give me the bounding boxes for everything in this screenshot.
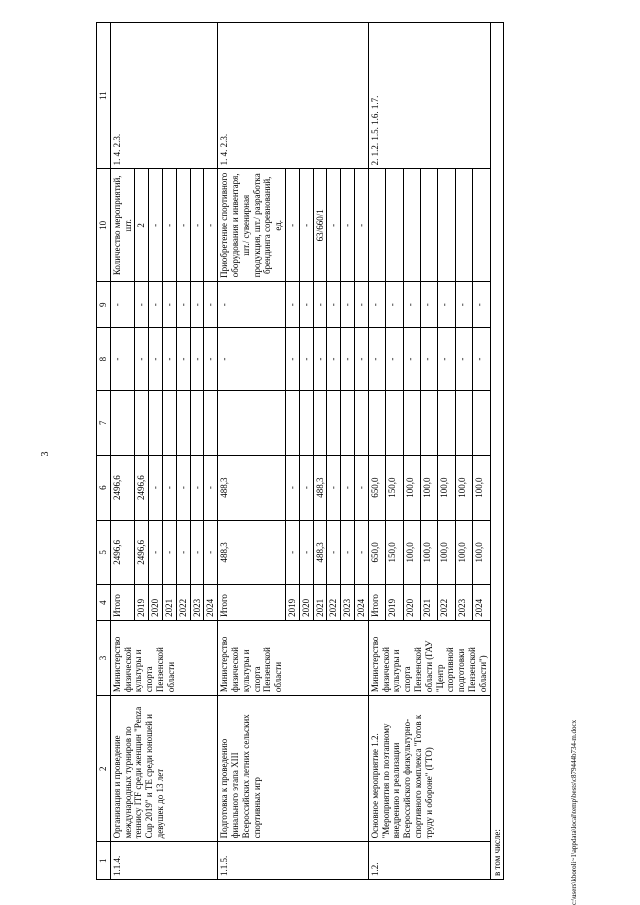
including-row bbox=[490, 23, 504, 880]
other-sources: - bbox=[190, 282, 204, 328]
regional-budget: 488,3 bbox=[218, 455, 286, 520]
federal-budget bbox=[149, 390, 163, 455]
executor: Министерство физической культуры и спорта Пензенской области bbox=[218, 620, 369, 695]
federal-budget bbox=[110, 390, 135, 455]
regional-budget: 100,0 bbox=[420, 455, 437, 520]
measure-name: Подготовка к проведению финального этапа XIII Всероссийских летних сельских спортивных игр bbox=[218, 696, 369, 842]
other-sources: - bbox=[313, 282, 327, 328]
regional-budget: - bbox=[299, 455, 313, 520]
column-number: 4 bbox=[97, 585, 111, 621]
total-amount: - bbox=[299, 520, 313, 585]
local-budget: - bbox=[176, 328, 190, 391]
program-table bbox=[96, 22, 504, 880]
indicator-value bbox=[455, 169, 472, 282]
measure-name: Основное мероприятие 1.2. "Мероприятия по поэтапному внедрению и реализации Всероссийского физкультурно-спортивного комплекса "Готов к труду и обороне" (ГТО) bbox=[368, 696, 490, 842]
indicator-name bbox=[368, 169, 385, 282]
year-cell: 2022 bbox=[438, 585, 455, 621]
other-sources: - bbox=[386, 282, 403, 328]
total-amount: - bbox=[327, 520, 341, 585]
measure-name: Организация и проведение международных турниров по теннису ITF среди женщин "Penza Cup 2019" и TE среди юношей и девушек до 13 лет bbox=[110, 696, 217, 842]
year-cell: 2024 bbox=[204, 585, 218, 621]
page-content bbox=[96, 22, 504, 880]
column-number: 1 bbox=[97, 842, 111, 880]
local-budget: - bbox=[327, 328, 341, 391]
federal-budget bbox=[204, 390, 218, 455]
year-cell: 2023 bbox=[190, 585, 204, 621]
column-number: 9 bbox=[97, 282, 111, 328]
column-number: 6 bbox=[97, 455, 111, 520]
other-sources: - bbox=[110, 282, 135, 328]
regional-budget: 100,0 bbox=[473, 455, 490, 520]
other-sources: - bbox=[204, 282, 218, 328]
year-cell: 2021 bbox=[420, 585, 437, 621]
column-number: 2 bbox=[97, 696, 111, 842]
total-amount: 2496,6 bbox=[110, 520, 135, 585]
row-number: 1.1.5. bbox=[218, 842, 369, 880]
executor: Министерство физической культуры и спорта Пензенской области (ГАУ "Центр спортивной подготовки Пензенской области") bbox=[368, 620, 490, 695]
regional-budget: - bbox=[327, 455, 341, 520]
local-budget: - bbox=[110, 328, 135, 391]
year-cell: 2020 bbox=[149, 585, 163, 621]
local-budget: - bbox=[473, 328, 490, 391]
year-cell: 2019 bbox=[386, 585, 403, 621]
total-amount: - bbox=[162, 520, 176, 585]
year-cell: Итого bbox=[218, 585, 286, 621]
other-sources: - bbox=[403, 282, 420, 328]
local-budget: - bbox=[204, 328, 218, 391]
regional-budget: - bbox=[204, 455, 218, 520]
year-cell: 2024 bbox=[473, 585, 490, 621]
total-amount: - bbox=[190, 520, 204, 585]
regional-budget: 100,0 bbox=[455, 455, 472, 520]
federal-budget bbox=[420, 390, 437, 455]
federal-budget bbox=[135, 390, 149, 455]
year-cell: 2019 bbox=[135, 585, 149, 621]
local-budget: - bbox=[386, 328, 403, 391]
indicator-name: Количество мероприятий, шт. bbox=[110, 169, 135, 282]
indicator-value: - bbox=[149, 169, 163, 282]
other-sources: - bbox=[420, 282, 437, 328]
indicator-value: 63/660/1 bbox=[313, 169, 327, 282]
other-sources: - bbox=[354, 282, 368, 328]
federal-budget bbox=[341, 390, 355, 455]
total-amount: 650,0 bbox=[368, 520, 385, 585]
regional-budget: - bbox=[190, 455, 204, 520]
year-cell: Итого bbox=[368, 585, 385, 621]
local-budget: - bbox=[438, 328, 455, 391]
regional-budget: - bbox=[149, 455, 163, 520]
indicator-value: - bbox=[176, 169, 190, 282]
local-budget: - bbox=[313, 328, 327, 391]
federal-budget bbox=[218, 390, 286, 455]
page-number: 3 bbox=[40, 451, 51, 457]
local-budget: - bbox=[420, 328, 437, 391]
regional-budget: - bbox=[176, 455, 190, 520]
local-budget: - bbox=[341, 328, 355, 391]
indicator-value: 2 bbox=[135, 169, 149, 282]
federal-budget bbox=[162, 390, 176, 455]
indicator-value bbox=[438, 169, 455, 282]
local-budget: - bbox=[455, 328, 472, 391]
indicator-value bbox=[403, 169, 420, 282]
other-sources: - bbox=[176, 282, 190, 328]
regional-budget: 100,0 bbox=[403, 455, 420, 520]
other-sources: - bbox=[473, 282, 490, 328]
indicator-value: - bbox=[354, 169, 368, 282]
year-cell: 2023 bbox=[455, 585, 472, 621]
year-cell: 2021 bbox=[162, 585, 176, 621]
regional-budget: - bbox=[341, 455, 355, 520]
other-sources: - bbox=[327, 282, 341, 328]
federal-budget bbox=[285, 390, 299, 455]
total-amount: 100,0 bbox=[455, 520, 472, 585]
federal-budget bbox=[455, 390, 472, 455]
other-sources: - bbox=[135, 282, 149, 328]
local-budget: - bbox=[190, 328, 204, 391]
regional-budget: 2496,6 bbox=[135, 455, 149, 520]
regional-budget: - bbox=[285, 455, 299, 520]
indicator-value: - bbox=[327, 169, 341, 282]
federal-budget bbox=[368, 390, 385, 455]
other-sources: - bbox=[162, 282, 176, 328]
year-cell: Итого bbox=[110, 585, 135, 621]
federal-budget bbox=[190, 390, 204, 455]
indicator-value: - bbox=[162, 169, 176, 282]
regional-budget: 150,0 bbox=[386, 455, 403, 520]
federal-budget bbox=[403, 390, 420, 455]
total-amount: - bbox=[341, 520, 355, 585]
indicator-value: - bbox=[285, 169, 299, 282]
federal-budget bbox=[386, 390, 403, 455]
rotated-page bbox=[78, 0, 598, 905]
total-amount: 2496,6 bbox=[135, 520, 149, 585]
indicator-value: - bbox=[299, 169, 313, 282]
other-sources: - bbox=[341, 282, 355, 328]
other-sources: - bbox=[299, 282, 313, 328]
column-number: 11 bbox=[97, 23, 111, 169]
total-amount: 100,0 bbox=[420, 520, 437, 585]
year-cell: 2023 bbox=[341, 585, 355, 621]
target-links: 2. 1.2. 1.5. 1.6. 1.7. bbox=[368, 23, 490, 169]
local-budget: - bbox=[149, 328, 163, 391]
local-budget: - bbox=[354, 328, 368, 391]
local-budget: - bbox=[299, 328, 313, 391]
target-links: 1. 4. 2.3. bbox=[110, 23, 217, 169]
other-sources: - bbox=[149, 282, 163, 328]
local-budget: - bbox=[368, 328, 385, 391]
federal-budget bbox=[473, 390, 490, 455]
target-links: 1. 4. 2.3. bbox=[218, 23, 369, 169]
total-amount: 150,0 bbox=[386, 520, 403, 585]
local-budget: - bbox=[135, 328, 149, 391]
other-sources: - bbox=[455, 282, 472, 328]
year-cell: 2019 bbox=[285, 585, 299, 621]
table-row bbox=[218, 23, 286, 880]
total-amount: - bbox=[176, 520, 190, 585]
regional-budget: 2496,6 bbox=[110, 455, 135, 520]
year-cell: 2022 bbox=[327, 585, 341, 621]
total-amount: 100,0 bbox=[403, 520, 420, 585]
other-sources: - bbox=[285, 282, 299, 328]
total-amount: - bbox=[149, 520, 163, 585]
year-cell: 2022 bbox=[176, 585, 190, 621]
column-number: 3 bbox=[97, 620, 111, 695]
executor: Министерство физической культуры и спорта Пензенской области bbox=[110, 620, 217, 695]
local-budget: - bbox=[285, 328, 299, 391]
indicator-value: - bbox=[190, 169, 204, 282]
total-amount: - bbox=[204, 520, 218, 585]
row-number: 1.2. bbox=[368, 842, 490, 880]
column-number-row bbox=[97, 23, 111, 880]
regional-budget: - bbox=[162, 455, 176, 520]
total-amount: 100,0 bbox=[473, 520, 490, 585]
column-number: 5 bbox=[97, 520, 111, 585]
indicator-value bbox=[386, 169, 403, 282]
year-cell: 2024 bbox=[354, 585, 368, 621]
federal-budget bbox=[176, 390, 190, 455]
column-number: 7 bbox=[97, 390, 111, 455]
local-budget: - bbox=[162, 328, 176, 391]
federal-budget bbox=[438, 390, 455, 455]
federal-budget bbox=[299, 390, 313, 455]
federal-budget bbox=[313, 390, 327, 455]
other-sources: - bbox=[368, 282, 385, 328]
including-label: в том числе: bbox=[490, 23, 504, 880]
total-amount: - bbox=[285, 520, 299, 585]
federal-budget bbox=[327, 390, 341, 455]
year-cell: 2020 bbox=[299, 585, 313, 621]
file-path-footer: c:\users\kboroli~1\appdata\local\temp\bests\c879444b734-m.docx bbox=[570, 719, 578, 905]
federal-budget bbox=[354, 390, 368, 455]
indicator-value bbox=[473, 169, 490, 282]
total-amount: 488,3 bbox=[313, 520, 327, 585]
regional-budget: - bbox=[354, 455, 368, 520]
local-budget: - bbox=[218, 328, 286, 391]
total-amount: - bbox=[354, 520, 368, 585]
indicator-value bbox=[420, 169, 437, 282]
table-row bbox=[110, 23, 135, 880]
column-number: 8 bbox=[97, 328, 111, 391]
total-amount: 100,0 bbox=[438, 520, 455, 585]
local-budget: - bbox=[403, 328, 420, 391]
column-number: 10 bbox=[97, 169, 111, 282]
regional-budget: 650,0 bbox=[368, 455, 385, 520]
regional-budget: 488,3 bbox=[313, 455, 327, 520]
indicator-value: - bbox=[204, 169, 218, 282]
indicator-name: Приобретение спортивного оборудования и инвентаря, шт./ сувенирная продукция, шт./ разработка брендинга соревнований, ед. bbox=[218, 169, 286, 282]
other-sources: - bbox=[438, 282, 455, 328]
table-row bbox=[368, 23, 385, 880]
indicator-value: - bbox=[341, 169, 355, 282]
year-cell: 2021 bbox=[313, 585, 327, 621]
other-sources: - bbox=[218, 282, 286, 328]
table-body bbox=[110, 23, 490, 880]
regional-budget: 100,0 bbox=[438, 455, 455, 520]
year-cell: 2020 bbox=[403, 585, 420, 621]
row-number: 1.1.4. bbox=[110, 842, 217, 880]
total-amount: 488,3 bbox=[218, 520, 286, 585]
